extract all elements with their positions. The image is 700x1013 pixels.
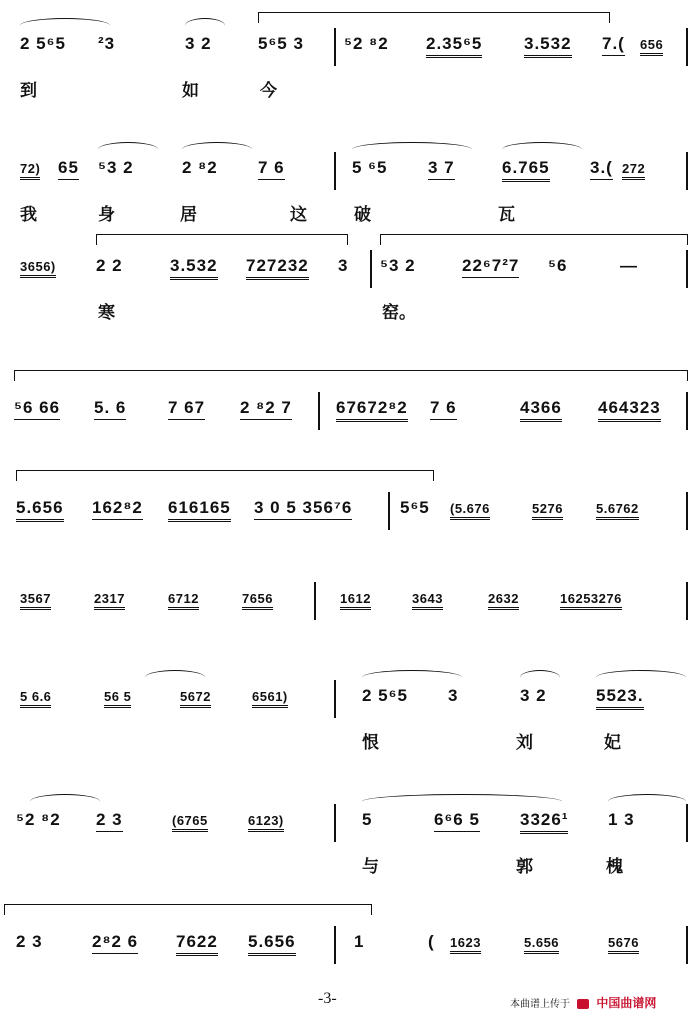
note-group: 7.( <box>602 34 625 56</box>
note-group: 3 0 5 356⁷6 <box>254 498 352 520</box>
lyric: 刘 <box>516 733 533 753</box>
barline <box>334 680 336 718</box>
note-group: 2 5⁶5 <box>20 34 66 53</box>
note-group: 2 ⁸2 <box>182 158 218 177</box>
slur <box>20 18 110 33</box>
barline <box>334 28 336 66</box>
note-group: 7 67 <box>168 398 205 420</box>
site-name: 中国曲谱网 <box>596 996 657 1010</box>
lyric: 身 <box>98 205 115 225</box>
barline <box>686 392 688 430</box>
note-group: 6123) <box>248 813 284 832</box>
phrase-bracket <box>16 470 434 481</box>
slur <box>502 142 582 157</box>
note-group: 72) <box>20 161 40 180</box>
note-group: 2 ⁸2 7 <box>240 398 292 420</box>
barline <box>686 250 688 288</box>
note-group: 5672 <box>180 689 211 708</box>
phrase-bracket <box>4 904 372 915</box>
slur <box>362 670 462 685</box>
note-group: 616165 <box>168 498 231 522</box>
barline <box>370 250 372 288</box>
note-group: 7 6 <box>258 158 285 180</box>
lyric: 郭 <box>516 857 533 877</box>
note-group: 2 2 <box>96 256 123 275</box>
note-group: 2⁸2 6 <box>92 932 138 954</box>
note-group: 6712 <box>168 591 199 610</box>
lyric: 妃 <box>604 733 621 753</box>
notation-row <box>0 256 700 282</box>
source-credit <box>510 994 656 1011</box>
note-group: 3 7 <box>428 158 455 180</box>
note-group: 67672⁸2 <box>336 398 408 422</box>
barline <box>334 152 336 190</box>
note-group: 7656 <box>242 591 273 610</box>
slur <box>362 794 562 809</box>
note-group: 1 <box>354 932 365 951</box>
note-group: 2.35⁶5 <box>426 34 482 58</box>
barline <box>686 926 688 964</box>
note-group: 65 <box>58 158 79 180</box>
note-group: 3.532 <box>170 256 218 280</box>
slur <box>185 18 225 33</box>
note-group: 3567 <box>20 591 51 610</box>
lyric: 如 <box>182 81 199 101</box>
note-group: (5.676 <box>450 501 490 520</box>
slur <box>608 794 686 809</box>
note-group: 6561) <box>252 689 288 708</box>
barline <box>686 582 688 620</box>
lyric: 居 <box>180 205 197 225</box>
lyric: 恨 <box>362 733 379 753</box>
barline <box>314 582 316 620</box>
slur <box>145 670 205 685</box>
note-group: 5523. <box>596 686 644 710</box>
note-group: 3 2 <box>520 686 547 705</box>
slur <box>30 794 100 809</box>
notation-row <box>0 588 700 614</box>
note-group: — <box>620 256 638 275</box>
note-group: 6.765 <box>502 158 550 182</box>
notation-row <box>0 34 700 60</box>
barline <box>318 392 320 430</box>
site-logo-icon <box>577 999 589 1009</box>
slur <box>352 142 472 157</box>
lyric: 窑。 <box>382 303 416 323</box>
note-group: ⁵2 ⁸2 <box>16 810 61 829</box>
note-group: 3 2 <box>185 34 212 53</box>
slur <box>520 670 560 685</box>
note-group: 2317 <box>94 591 125 610</box>
note-group: ⁵3 2 <box>98 158 134 177</box>
note-group: 7622 <box>176 932 218 956</box>
note-group: ⁵6 66 <box>14 398 60 420</box>
notation-row <box>0 398 700 424</box>
note-group: ²3 <box>98 34 116 53</box>
lyric: 今 <box>260 81 277 101</box>
lyric: 瓦 <box>498 205 515 225</box>
note-group: 5.6762 <box>596 501 639 520</box>
barline <box>686 152 688 190</box>
lyric: 这 <box>290 205 307 225</box>
note-group: 3656) <box>20 259 56 278</box>
note-group: 5276 <box>532 501 563 520</box>
note-group: ( <box>428 932 435 951</box>
phrase-bracket <box>380 234 688 245</box>
note-group: 2 5⁶5 <box>362 686 408 705</box>
notation-row <box>0 686 700 712</box>
barline <box>686 804 688 842</box>
slur <box>596 670 686 685</box>
note-group: 16253276 <box>560 591 622 610</box>
note-group: 5.656 <box>248 932 296 956</box>
note-group: 2632 <box>488 591 519 610</box>
lyric: 我 <box>20 205 37 225</box>
note-group: ⁵2 ⁸2 <box>344 34 389 53</box>
note-group: 3 <box>448 686 459 705</box>
note-group: 2 3 <box>96 810 123 832</box>
note-group: 656 <box>640 37 663 56</box>
note-group: 5 ⁶5 <box>352 158 388 177</box>
note-group: 3326¹ <box>520 810 568 834</box>
note-group: (6765 <box>172 813 208 832</box>
note-group: 4366 <box>520 398 562 422</box>
note-group: 5.656 <box>524 935 559 954</box>
note-group: 1612 <box>340 591 371 610</box>
note-group: 5.656 <box>16 498 64 522</box>
barline <box>388 492 390 530</box>
note-group: 3.( <box>590 158 613 180</box>
barline <box>686 28 688 66</box>
note-group: ⁵6 <box>548 256 568 275</box>
lyric: 破 <box>354 205 371 225</box>
phrase-bracket <box>96 234 348 245</box>
barline <box>334 926 336 964</box>
lyric: 寒 <box>98 303 115 323</box>
lyric: 槐 <box>606 857 623 877</box>
note-group: 5 <box>362 810 373 829</box>
note-group: 727232 <box>246 256 309 280</box>
note-group: 56 5 <box>104 689 131 708</box>
slur <box>98 142 158 157</box>
note-group: 22⁶7²7 <box>462 256 519 278</box>
note-group: ⁵3 2 <box>380 256 416 275</box>
note-group: 162⁸2 <box>92 498 143 520</box>
note-group: 5. 6 <box>94 398 126 420</box>
notation-row <box>0 932 700 958</box>
lyric: 与 <box>362 857 379 877</box>
note-group: 3643 <box>412 591 443 610</box>
phrase-bracket <box>258 12 610 23</box>
notation-row <box>0 498 700 524</box>
note-group: 5⁶5 3 <box>258 34 304 53</box>
barline <box>686 492 688 530</box>
notation-row <box>0 158 700 184</box>
note-group: 5⁶5 <box>400 498 430 517</box>
note-group: 272 <box>622 161 645 180</box>
note-group: 1 3 <box>608 810 635 829</box>
lyric: 到 <box>20 81 37 101</box>
note-group: 2 3 <box>16 932 43 951</box>
slur <box>182 142 252 157</box>
notation-row <box>0 810 700 836</box>
note-group: 464323 <box>598 398 661 422</box>
phrase-bracket <box>14 370 688 381</box>
note-group: 5 6.6 <box>20 689 51 708</box>
note-group: 5676 <box>608 935 639 954</box>
note-group: 6⁶6 5 <box>434 810 480 832</box>
note-group: 3 <box>338 256 349 275</box>
page-number: -3- <box>318 990 337 1007</box>
credit-text: 本曲谱上传于 <box>510 999 570 1010</box>
barline <box>334 804 336 842</box>
note-group: 3.532 <box>524 34 572 58</box>
note-group: 1623 <box>450 935 481 954</box>
note-group: 7 6 <box>430 398 457 420</box>
